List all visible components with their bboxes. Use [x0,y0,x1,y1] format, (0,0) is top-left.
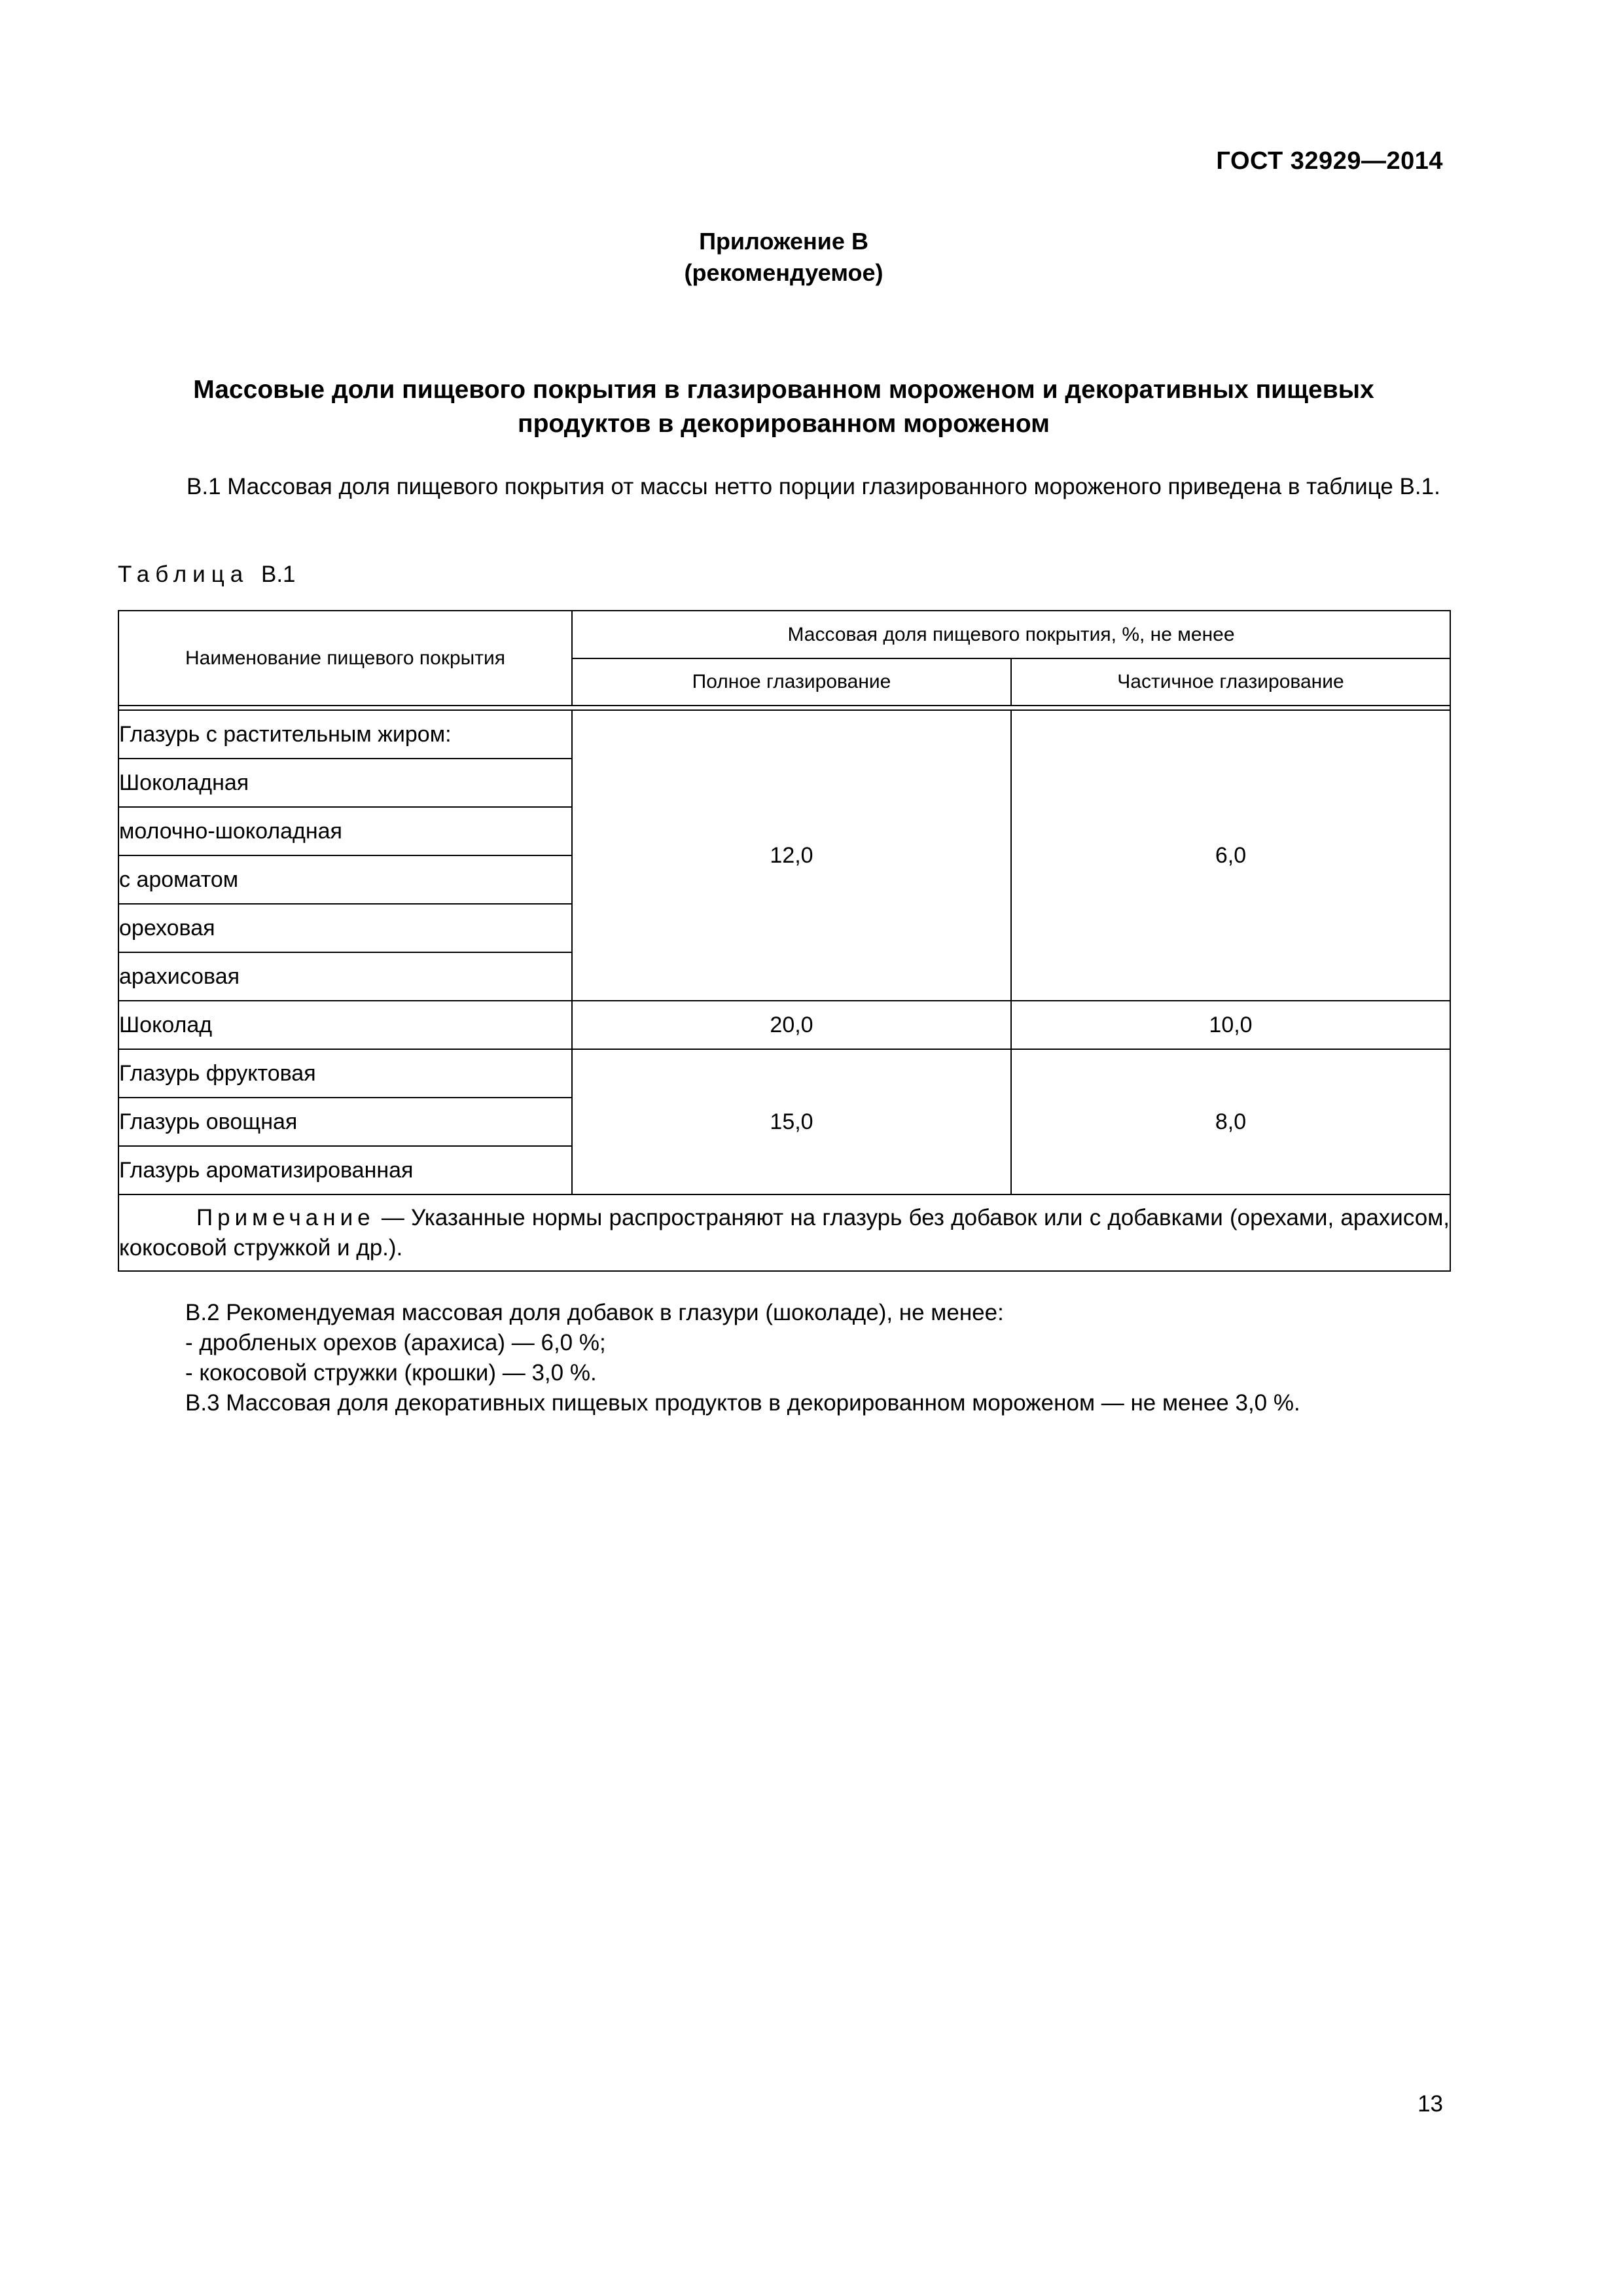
note-text: — Указанные нормы распространяют на глазурь без добавок или с добавками (орехами, арахисом, кокосовой стружкой и др.). [119,1204,1450,1261]
table-note [118,1194,1450,1271]
annex-status: (рекомендуемое) [684,259,883,286]
header-coating-name: Наименование пищевого покрытия [118,611,572,706]
coating-name: молочно-шоколадная [118,807,572,855]
table-note-row [118,1194,1450,1271]
table-row [118,1049,1450,1098]
after-table-text [185,1298,1300,1418]
table-label-word: Таблица [118,562,249,587]
list-item: - кокосовой стружки (крошки) — 3,0 %. [185,1360,597,1386]
annex-title: Приложение В [699,228,868,255]
coating-table [118,610,1451,1272]
table-label-number: В.1 [260,562,296,587]
partial-glazing-value: 8,0 [1011,1049,1450,1194]
header-partial-glazing: Частичное глазирование [1011,658,1450,706]
coating-name: Глазурь овощная [118,1098,572,1146]
table-header-separator [118,706,1450,710]
header-full-glazing: Полное глазирование [572,658,1011,706]
table-row [118,1001,1450,1049]
header-mass-fraction: Массовая доля пищевого покрытия, %, не менее [572,611,1450,658]
paragraph-b2: В.2 Рекомендуемая массовая доля добавок в глазури (шоколаде), не менее: [185,1300,1004,1325]
coating-name: Шоколадная [118,759,572,807]
annex-heading [0,226,1567,289]
section-title-line2: продуктов в декорированном мороженом [518,410,1050,438]
paragraph-b1: В.1 Массовая доля пищевого покрытия от массы нетто порции глазированного мороженого приведена в таблице В.1. [187,474,1440,499]
paragraph-b3: В.3 Массовая доля декоративных пищевых продуктов в декорированном мороженом — не менее 3,0 %. [185,1390,1300,1416]
section-title [118,373,1450,441]
note-lead: Примечание [196,1204,375,1230]
page-number: 13 [1418,2091,1443,2117]
partial-glazing-value: 10,0 [1011,1001,1450,1049]
document-code: ГОСТ 32929—2014 [1216,147,1443,175]
table-label [118,562,296,588]
partial-glazing-value: 6,0 [1011,710,1450,1001]
section-title-line1: Массовые доли пищевого покрытия в глазированном мороженом и декоративных пищевых [193,376,1374,404]
coating-name: Шоколад [118,1001,572,1049]
coating-name: Глазурь фруктовая [118,1049,572,1098]
coating-name: Глазурь с растительным жиром: [118,710,572,759]
list-item: - дробленых орехов (арахиса) — 6,0 %; [185,1330,606,1355]
table-header-row-1 [118,611,1450,658]
coating-name: арахисовая [118,952,572,1001]
coating-name: Глазурь ароматизированная [118,1146,572,1194]
full-glazing-value: 20,0 [572,1001,1011,1049]
coating-name: ореховая [118,904,572,952]
full-glazing-value: 15,0 [572,1049,1011,1194]
table-row [118,710,1450,759]
full-glazing-value: 12,0 [572,710,1011,1001]
coating-name: с ароматом [118,855,572,904]
